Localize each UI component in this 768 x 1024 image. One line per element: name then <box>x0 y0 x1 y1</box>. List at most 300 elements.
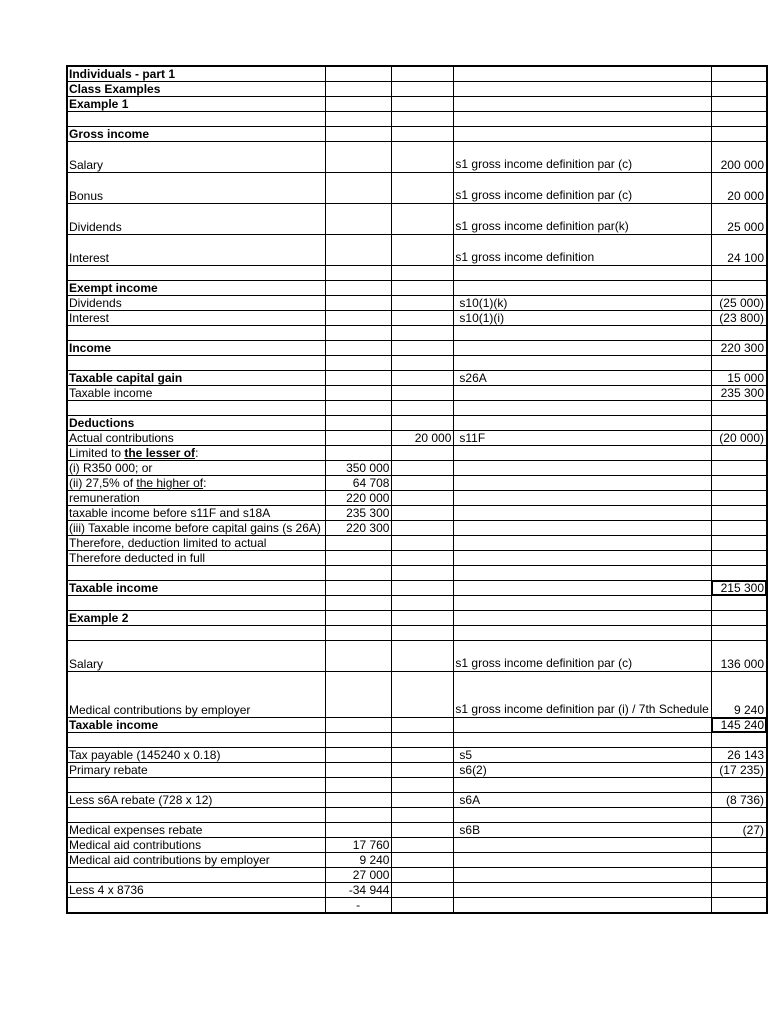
cell-c[interactable] <box>392 823 454 838</box>
cell-b[interactable] <box>325 431 392 446</box>
cell-e[interactable] <box>711 823 767 838</box>
cell-b[interactable] <box>325 446 392 461</box>
cell-e[interactable] <box>711 341 767 356</box>
cell-text: Salary <box>69 657 104 671</box>
table-row <box>67 296 767 311</box>
cell-d[interactable] <box>454 173 711 204</box>
cell-b[interactable] <box>325 142 392 173</box>
cell-d[interactable] <box>454 566 711 581</box>
cell-d[interactable] <box>454 296 711 311</box>
cell-d[interactable] <box>454 718 711 733</box>
cell-a[interactable] <box>67 626 325 641</box>
table-row <box>67 341 767 356</box>
cell-e[interactable] <box>711 386 767 401</box>
cell-e[interactable] <box>711 461 767 476</box>
table-row <box>67 491 767 506</box>
cell-a[interactable] <box>67 173 325 204</box>
cell-a[interactable] <box>67 82 325 97</box>
cell-e[interactable] <box>711 326 767 341</box>
cell-e[interactable] <box>711 476 767 491</box>
cell-c[interactable] <box>392 883 454 898</box>
cell-a[interactable] <box>67 748 325 763</box>
cell-value: 20 000 <box>727 189 764 203</box>
cell-d[interactable] <box>454 868 711 883</box>
cell-d[interactable] <box>454 431 711 446</box>
cell-e[interactable] <box>711 82 767 97</box>
cell-e[interactable] <box>711 66 767 82</box>
cell-c[interactable] <box>392 641 454 672</box>
cell-c[interactable] <box>392 868 454 883</box>
cell-b[interactable] <box>325 416 392 431</box>
cell-a[interactable] <box>67 868 325 883</box>
cell-e[interactable] <box>711 446 767 461</box>
table-row <box>67 853 767 868</box>
cell-d[interactable] <box>454 371 711 386</box>
cell-b[interactable] <box>325 718 392 733</box>
cell-text: Individuals - part 1 <box>69 67 176 81</box>
cell-b[interactable] <box>325 641 392 672</box>
cell-a[interactable] <box>67 672 325 718</box>
cell-d[interactable] <box>454 506 711 521</box>
cell-a[interactable] <box>67 566 325 581</box>
cell-d[interactable] <box>454 204 711 235</box>
cell-d[interactable] <box>454 672 711 718</box>
cell-value: (25 000) <box>719 296 764 310</box>
cell-e[interactable] <box>711 521 767 536</box>
cell-a[interactable] <box>67 536 325 551</box>
cell-a[interactable] <box>67 66 325 82</box>
cell-a[interactable] <box>67 281 325 296</box>
cell-e[interactable] <box>711 296 767 311</box>
cell-a[interactable] <box>67 112 325 127</box>
cell-b[interactable] <box>325 748 392 763</box>
cell-c[interactable] <box>392 173 454 204</box>
cell-text: Therefore, deduction limited to actual <box>69 536 267 550</box>
cell-b[interactable] <box>325 868 392 883</box>
cell-b[interactable] <box>325 672 392 718</box>
cell-d[interactable] <box>454 521 711 536</box>
cell-a[interactable] <box>67 763 325 778</box>
cell-c[interactable] <box>392 536 454 551</box>
cell-d[interactable] <box>454 491 711 506</box>
cell-e[interactable] <box>711 596 767 611</box>
table-row <box>67 127 767 142</box>
cell-a[interactable] <box>67 127 325 142</box>
cell-c[interactable] <box>392 763 454 778</box>
table-row <box>67 446 767 461</box>
cell-a[interactable] <box>67 611 325 626</box>
cell-b[interactable] <box>325 596 392 611</box>
cell-value: s10(1)(i) <box>459 311 505 325</box>
cell-b[interactable] <box>325 476 392 491</box>
cell-c[interactable] <box>392 281 454 296</box>
cell-c[interactable] <box>392 718 454 733</box>
table-row <box>67 611 767 626</box>
cell-a[interactable] <box>67 386 325 401</box>
cell-b[interactable] <box>325 82 392 97</box>
cell-text: Tax payable (145240 x 0.18) <box>69 748 221 762</box>
table-row <box>67 898 767 914</box>
cell-c[interactable] <box>392 491 454 506</box>
cell-e[interactable] <box>711 431 767 446</box>
cell-e[interactable] <box>711 611 767 626</box>
cell-c[interactable] <box>392 266 454 281</box>
cell-c[interactable] <box>392 551 454 566</box>
cell-c[interactable] <box>392 626 454 641</box>
cell-b[interactable] <box>325 838 392 853</box>
cell-e[interactable] <box>711 853 767 868</box>
cell-d[interactable] <box>454 112 711 127</box>
cell-d[interactable] <box>454 341 711 356</box>
cell-e[interactable] <box>711 672 767 718</box>
cell-b[interactable] <box>325 808 392 823</box>
table-row <box>67 521 767 536</box>
table-row <box>67 883 767 898</box>
cell-a[interactable] <box>67 266 325 281</box>
cell-b[interactable] <box>325 371 392 386</box>
cell-e[interactable] <box>711 536 767 551</box>
cell-e[interactable] <box>711 491 767 506</box>
cell-b[interactable] <box>325 235 392 266</box>
cell-e[interactable] <box>711 401 767 416</box>
cell-text: Therefore deducted in full <box>69 551 206 565</box>
cell-value: (23 800) <box>719 311 764 325</box>
cell-a[interactable] <box>67 733 325 748</box>
cell-a[interactable] <box>67 446 325 461</box>
cell-c[interactable] <box>392 235 454 266</box>
cell-b[interactable] <box>325 536 392 551</box>
cell-e[interactable] <box>711 142 767 173</box>
cell-a[interactable] <box>67 853 325 868</box>
cell-a[interactable] <box>67 491 325 506</box>
cell-d[interactable] <box>454 127 711 142</box>
cell-b[interactable] <box>325 581 392 596</box>
cell-d[interactable] <box>454 551 711 566</box>
cell-d[interactable] <box>454 461 711 476</box>
cell-e[interactable] <box>711 883 767 898</box>
cell-value: s6A <box>459 793 481 807</box>
cell-a[interactable] <box>67 521 325 536</box>
cell-value: 235 300 <box>720 386 764 400</box>
cell-a[interactable] <box>67 235 325 266</box>
cell-b[interactable] <box>325 883 392 898</box>
table-row <box>67 763 767 778</box>
table-row <box>67 173 767 204</box>
cell-a[interactable] <box>67 97 325 112</box>
cell-e[interactable] <box>711 235 767 266</box>
cell-c[interactable] <box>392 581 454 596</box>
cell-d[interactable] <box>454 82 711 97</box>
spreadsheet-body <box>67 66 767 913</box>
table-row <box>67 868 767 883</box>
cell-b[interactable] <box>325 733 392 748</box>
cell-c[interactable] <box>392 748 454 763</box>
cell-text: Actual contributions <box>69 431 174 445</box>
cell-c[interactable] <box>392 326 454 341</box>
cell-c[interactable] <box>392 204 454 235</box>
cell-b[interactable] <box>325 898 392 914</box>
cell-a[interactable] <box>67 461 325 476</box>
cell-d[interactable] <box>454 386 711 401</box>
cell-b[interactable] <box>325 506 392 521</box>
cell-c[interactable] <box>392 401 454 416</box>
cell-text: Income <box>69 341 112 355</box>
cell-d[interactable] <box>454 536 711 551</box>
cell-e[interactable] <box>711 112 767 127</box>
cell-a[interactable] <box>67 476 325 491</box>
cell-e[interactable] <box>711 127 767 142</box>
cell-text: taxable income before s11F and s18A <box>69 506 271 520</box>
table-row <box>67 266 767 281</box>
cell-a[interactable] <box>67 596 325 611</box>
cell-b[interactable] <box>325 521 392 536</box>
cell-d[interactable] <box>454 476 711 491</box>
cell-d[interactable] <box>454 581 711 596</box>
cell-a[interactable] <box>67 356 325 371</box>
cell-b[interactable] <box>325 461 392 476</box>
cell-c[interactable] <box>392 793 454 808</box>
cell-text: (ii) 27,5% of <box>69 476 137 490</box>
cell-a[interactable] <box>67 718 325 733</box>
cell-text: Taxable capital gain <box>69 371 183 385</box>
cell-d[interactable] <box>454 733 711 748</box>
cell-text: Medical expenses rebate <box>69 823 203 837</box>
cell-e[interactable] <box>711 641 767 672</box>
cell-a[interactable] <box>67 551 325 566</box>
cell-d[interactable] <box>454 838 711 853</box>
cell-e[interactable] <box>711 733 767 748</box>
cell-a[interactable] <box>67 401 325 416</box>
cell-b[interactable] <box>325 311 392 326</box>
cell-e[interactable] <box>711 97 767 112</box>
cell-b[interactable] <box>325 112 392 127</box>
cell-a[interactable] <box>67 142 325 173</box>
cell-d[interactable] <box>454 611 711 626</box>
cell-a[interactable] <box>67 204 325 235</box>
cell-e[interactable] <box>711 266 767 281</box>
cell-c[interactable] <box>392 596 454 611</box>
cell-value: 9 240 <box>733 703 764 717</box>
cell-d[interactable] <box>454 641 711 672</box>
cell-c[interactable] <box>392 371 454 386</box>
cell-text: Interest <box>69 251 110 265</box>
cell-a[interactable] <box>67 898 325 914</box>
cell-b[interactable] <box>325 173 392 204</box>
cell-d[interactable] <box>454 626 711 641</box>
cell-d[interactable] <box>454 281 711 296</box>
cell-d[interactable] <box>454 778 711 793</box>
cell-a[interactable] <box>67 416 325 431</box>
cell-text: Taxable income <box>69 386 153 400</box>
cell-d[interactable] <box>454 596 711 611</box>
cell-a[interactable] <box>67 581 325 596</box>
cell-c[interactable] <box>392 733 454 748</box>
cell-a[interactable] <box>67 431 325 446</box>
table-row <box>67 66 767 82</box>
cell-b[interactable] <box>325 763 392 778</box>
table-row <box>67 326 767 341</box>
cell-d[interactable] <box>454 763 711 778</box>
cell-d[interactable] <box>454 66 711 82</box>
cell-value: s10(1)(k) <box>459 296 508 310</box>
cell-e[interactable] <box>711 868 767 883</box>
cell-c[interactable] <box>392 112 454 127</box>
cell-c[interactable] <box>392 311 454 326</box>
cell-e[interactable] <box>711 748 767 763</box>
cell-c[interactable] <box>392 356 454 371</box>
cell-e[interactable] <box>711 371 767 386</box>
table-row <box>67 235 767 266</box>
cell-c[interactable] <box>392 506 454 521</box>
table-row <box>67 626 767 641</box>
cell-b[interactable] <box>325 97 392 112</box>
table-row <box>67 311 767 326</box>
cell-value: 24 100 <box>727 251 764 265</box>
cell-e[interactable] <box>711 311 767 326</box>
cell-d[interactable] <box>454 898 711 914</box>
cell-text-tail: : <box>195 446 199 460</box>
cell-e[interactable] <box>711 566 767 581</box>
cell-d[interactable] <box>454 266 711 281</box>
cell-b[interactable] <box>325 823 392 838</box>
cell-e[interactable] <box>711 763 767 778</box>
cell-b[interactable] <box>325 266 392 281</box>
cell-e[interactable] <box>711 793 767 808</box>
cell-e[interactable] <box>711 506 767 521</box>
cell-c[interactable] <box>392 66 454 82</box>
cell-c[interactable] <box>392 461 454 476</box>
cell-e[interactable] <box>711 173 767 204</box>
cell-d[interactable] <box>454 416 711 431</box>
cell-d[interactable] <box>454 401 711 416</box>
cell-c[interactable] <box>392 778 454 793</box>
cell-c[interactable] <box>392 672 454 718</box>
cell-d[interactable] <box>454 446 711 461</box>
cell-e[interactable] <box>711 356 767 371</box>
cell-c[interactable] <box>392 416 454 431</box>
cell-b[interactable] <box>325 296 392 311</box>
cell-e[interactable] <box>711 204 767 235</box>
cell-e[interactable] <box>711 416 767 431</box>
cell-text: Dividends <box>69 220 122 234</box>
cell-d[interactable] <box>454 326 711 341</box>
cell-d[interactable] <box>454 883 711 898</box>
cell-a[interactable] <box>67 506 325 521</box>
cell-e[interactable] <box>711 281 767 296</box>
cell-a[interactable] <box>67 641 325 672</box>
cell-d[interactable] <box>454 235 711 266</box>
cell-c[interactable] <box>392 611 454 626</box>
cell-d[interactable] <box>454 142 711 173</box>
cell-c[interactable] <box>392 521 454 536</box>
cell-b[interactable] <box>325 611 392 626</box>
cell-e[interactable] <box>711 838 767 853</box>
cell-value: s6B <box>459 823 481 837</box>
cell-c[interactable] <box>392 341 454 356</box>
cell-d[interactable] <box>454 356 711 371</box>
cell-d[interactable] <box>454 853 711 868</box>
table-row <box>67 431 767 446</box>
cell-c[interactable] <box>392 446 454 461</box>
cell-e[interactable] <box>711 778 767 793</box>
table-row <box>67 823 767 838</box>
cell-value: 200 000 <box>720 158 764 172</box>
cell-b[interactable] <box>325 127 392 142</box>
cell-a[interactable] <box>67 808 325 823</box>
cell-c[interactable] <box>392 127 454 142</box>
table-row <box>67 461 767 476</box>
cell-a[interactable] <box>67 341 325 356</box>
cell-c[interactable] <box>392 476 454 491</box>
cell-b[interactable] <box>325 386 392 401</box>
cell-d[interactable] <box>454 793 711 808</box>
cell-a[interactable] <box>67 371 325 386</box>
cell-c[interactable] <box>392 431 454 446</box>
cell-a[interactable] <box>67 296 325 311</box>
cell-b[interactable] <box>325 566 392 581</box>
cell-c[interactable] <box>392 386 454 401</box>
cell-b[interactable] <box>325 66 392 82</box>
cell-a[interactable] <box>67 838 325 853</box>
cell-b[interactable] <box>325 326 392 341</box>
cell-b[interactable] <box>325 356 392 371</box>
cell-a[interactable] <box>67 778 325 793</box>
cell-b[interactable] <box>325 626 392 641</box>
cell-d[interactable] <box>454 823 711 838</box>
cell-b[interactable] <box>325 778 392 793</box>
cell-e[interactable] <box>711 898 767 914</box>
cell-c[interactable] <box>392 82 454 97</box>
cell-c[interactable] <box>392 97 454 112</box>
cell-e[interactable] <box>711 718 767 733</box>
cell-e[interactable] <box>711 551 767 566</box>
cell-b[interactable] <box>325 853 392 868</box>
spreadsheet-table <box>66 65 768 914</box>
cell-e[interactable] <box>711 808 767 823</box>
cell-a[interactable] <box>67 793 325 808</box>
cell-e[interactable] <box>711 626 767 641</box>
cell-a[interactable] <box>67 311 325 326</box>
cell-b[interactable] <box>325 341 392 356</box>
cell-b[interactable] <box>325 281 392 296</box>
cell-a[interactable] <box>67 326 325 341</box>
cell-b[interactable] <box>325 401 392 416</box>
cell-c[interactable] <box>392 853 454 868</box>
cell-text: Class Examples <box>69 82 161 96</box>
cell-c[interactable] <box>392 142 454 173</box>
cell-value: s1 gross income definition par (c) <box>455 188 633 202</box>
cell-c[interactable] <box>392 296 454 311</box>
cell-b[interactable] <box>325 793 392 808</box>
cell-d[interactable] <box>454 311 711 326</box>
cell-b[interactable] <box>325 551 392 566</box>
table-row <box>67 596 767 611</box>
cell-c[interactable] <box>392 898 454 914</box>
cell-c[interactable] <box>392 838 454 853</box>
cell-b[interactable] <box>325 204 392 235</box>
cell-value: s11F <box>459 431 486 445</box>
cell-d[interactable] <box>454 808 711 823</box>
cell-d[interactable] <box>454 748 711 763</box>
cell-c[interactable] <box>392 808 454 823</box>
cell-b[interactable] <box>325 491 392 506</box>
cell-d[interactable] <box>454 97 711 112</box>
cell-e[interactable] <box>711 581 767 596</box>
cell-c[interactable] <box>392 566 454 581</box>
cell-a[interactable] <box>67 883 325 898</box>
table-row <box>67 581 767 596</box>
cell-a[interactable] <box>67 823 325 838</box>
